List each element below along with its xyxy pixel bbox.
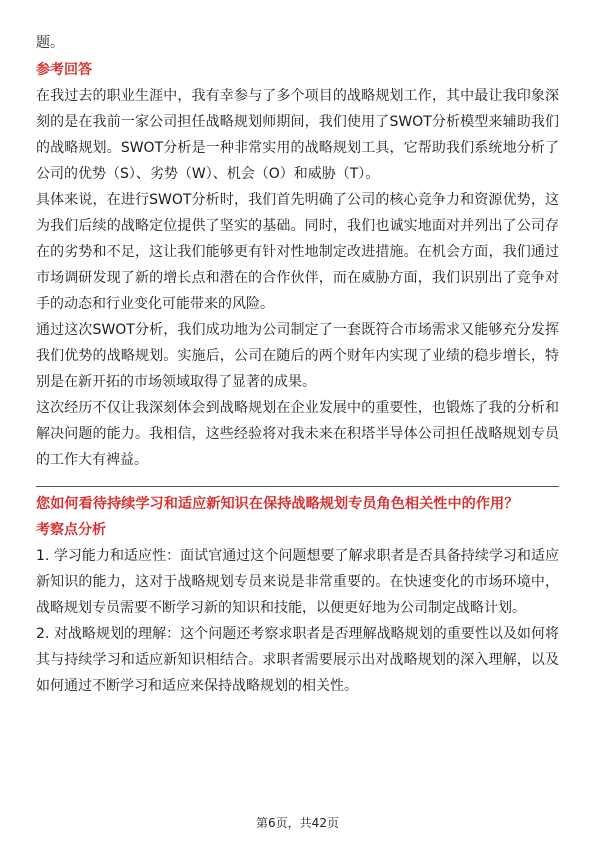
section-divider bbox=[36, 486, 559, 487]
answer-heading: 参考回答 bbox=[36, 62, 92, 78]
answer-paragraph-1: 在我过去的职业生涯中，我有幸参与了多个项目的战略规划工作，其中最让我印象深刻的是在我前一家公司担任战略规划师期间，我们使用了SWOT分析模型来辅助我们的战略规划。SWOT分析是一种非常实用的战略规划工具，它帮助我们系统地分析了公司的优势（S）、劣势（W）、机会（O）和威胁（T）。 bbox=[36, 88, 559, 182]
analysis-heading: 考察点分析 bbox=[36, 522, 106, 538]
page-content bbox=[36, 30, 559, 699]
answer-paragraph-3: 通过这次SWOT分析，我们成功地为公司制定了一套既符合市场需求又能够充分发挥我们优势的战略规划。实施后，公司在随后的两个财年内实现了业绩的稳步增长，特别是在新开拓的市场领域取得了显著的成果。 bbox=[36, 322, 559, 390]
continuation-text: 题。 bbox=[36, 35, 64, 51]
analysis-item-2: 2. 对战略规划的理解：这个问题还考察求职者是否理解战略规划的重要性以及如何将其与持续学习和适应新知识相结合。求职者需要展示出对战略规划的深入理解，以及如何通过不断学习和适应来保持战略规划的相关性。 bbox=[36, 626, 559, 694]
question-heading: 您如何看待持续学习和适应新知识在保持战略规划专员角色相关性中的作用？ bbox=[36, 496, 519, 512]
analysis-item-1: 1. 学习能力和适应性：面试官通过这个问题想要了解求职者是否具备持续学习和适应新知识的能力，这对于战略规划专员来说是非常重要的。在快速变化的市场环境中，战略规划专员需要不断学习新的知识和技能，以便更好地为公司制定战略计划。 bbox=[36, 548, 559, 616]
answer-paragraph-2: 具体来说，在进行SWOT分析时，我们首先明确了公司的核心竞争力和资源优势，这为我们后续的战略定位提供了坚实的基础。同时，我们也诚实地面对并列出了公司存在的劣势和不足，这让我们能够更有针对性地制定改进措施。在机会方面，我们通过市场调研发现了新的增长点和潜在的合作伙伴，而在威胁方面，我们识别出了竞争对手的动态和行业变化可能带来的风险。 bbox=[36, 192, 559, 312]
page-number-footer: 第6页，共42页 bbox=[256, 816, 339, 830]
answer-paragraph-4: 这次经历不仅让我深刻体会到战略规划在企业发展中的重要性，也锻炼了我的分析和解决问题的能力。我相信，这些经验将对我未来在积塔半导体公司担任战略规划专员的工作大有裨益。 bbox=[36, 400, 559, 468]
